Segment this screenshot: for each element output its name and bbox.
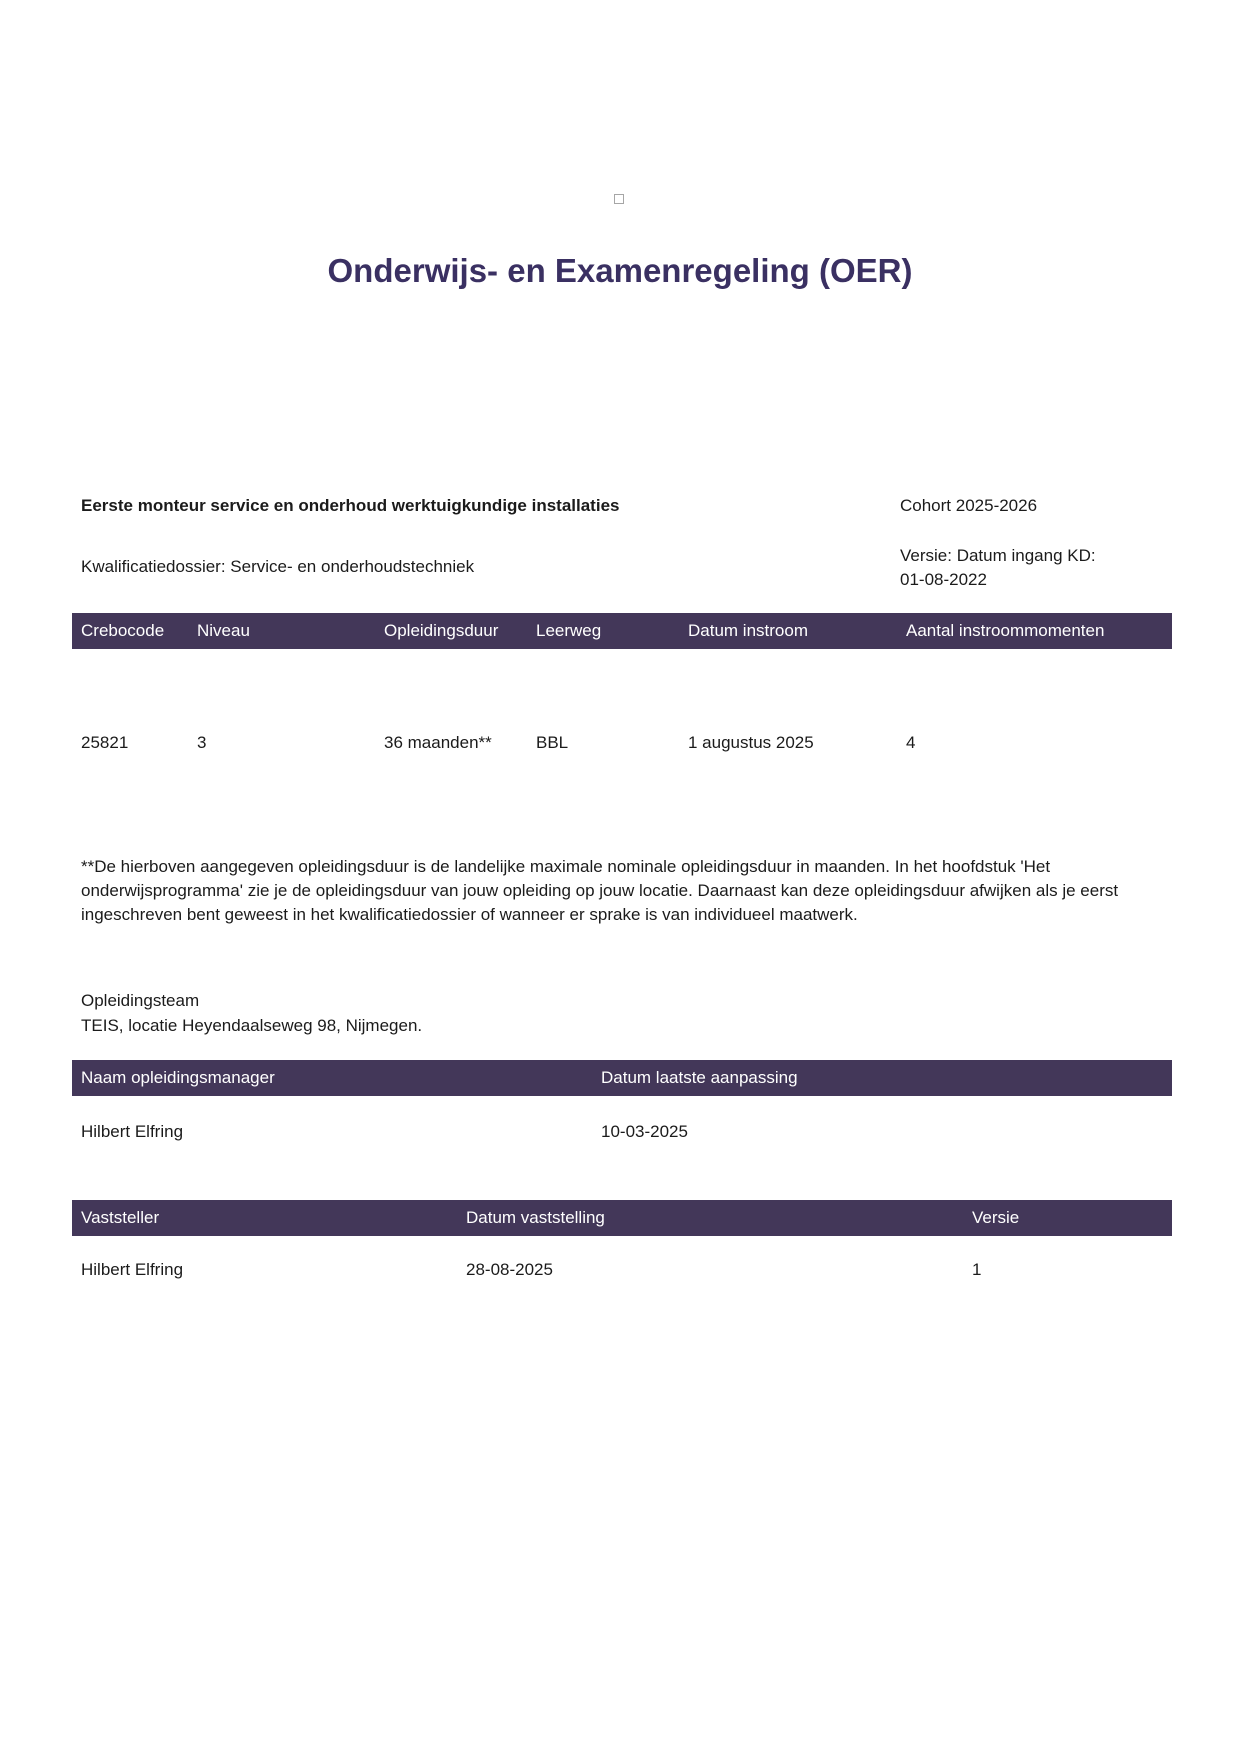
duration-footnote: **De hierboven aangegeven opleidingsduur is de landelijke maximale nominale opleidingsduur in maanden. In het hoofdstuk 'Het onderwijsprogramma' zie je de opleidingsduur van jouw opleiding op jouw locatie. Daarnaast kan deze opleidingsduur afwijken als je eerst ingeschreven bent geweest in het kwalificatiedossier of wanneer er sprake is van individueel maatwerk. (81, 857, 1119, 924)
cell-datum-laatste-aanpassing: 10-03-2025 (601, 1122, 688, 1141)
header-cell-opleidingsduur: Opleidingsduur (384, 621, 499, 640)
missing-image-icon (614, 194, 624, 204)
qualification-label: Kwalificatiedossier: Service- en onderhoudstechniek (81, 557, 475, 576)
team-block (81, 988, 422, 1038)
version-kd-label: Versie: Datum ingang KD: (900, 546, 1096, 565)
header-cell-datum-laatste-aanpassing: Datum laatste aanpassing (601, 1068, 798, 1087)
header-cell-leerweg: Leerweg (536, 621, 602, 640)
team-location: TEIS, locatie Heyendaalseweg 98, Nijmegen. (81, 1016, 423, 1035)
cell-versie: 1 (972, 1260, 982, 1279)
cell-opleidingsmanager-naam: Hilbert Elfring (81, 1122, 184, 1141)
program-name: Eerste monteur service en onderhoud werktuigkundige installaties (81, 496, 620, 515)
header-cell-vaststeller: Vaststeller (81, 1208, 160, 1227)
program-table-row (72, 733, 1172, 753)
manager-table-row (72, 1122, 1172, 1142)
cell-opleidingsduur: 36 maanden** (384, 733, 492, 752)
cohort-label: Cohort 2025-2026 (900, 496, 1038, 515)
approval-table-row (72, 1260, 1172, 1280)
cell-datum-instroom: 1 augustus 2025 (688, 733, 814, 752)
approval-table-header (72, 1200, 1172, 1236)
header-cell-datum-instroom: Datum instroom (688, 621, 808, 640)
manager-table-header (72, 1060, 1172, 1096)
version-kd-date: 01-08-2022 (900, 570, 987, 589)
document-title: Onderwijs- en Examenregeling (OER) (327, 252, 913, 289)
cell-crebocode: 25821 (81, 733, 129, 752)
cell-leerweg: BBL (536, 733, 569, 752)
header-cell-crebocode: Crebocode (81, 621, 165, 640)
header-cell-niveau: Niveau (197, 621, 250, 640)
header-cell-naam-opleidingsmanager: Naam opleidingsmanager (81, 1068, 275, 1087)
cell-niveau: 3 (197, 733, 207, 752)
header-cell-instroommomenten: Aantal instroommomenten (906, 621, 1105, 640)
program-table-header (72, 613, 1172, 649)
team-heading: Opleidingsteam (81, 991, 200, 1010)
header-cell-datum-vaststelling: Datum vaststelling (466, 1208, 605, 1227)
cell-instroommomenten: 4 (906, 733, 916, 752)
version-kd-block (900, 544, 1096, 592)
cell-vaststeller-naam: Hilbert Elfring (81, 1260, 184, 1279)
header-cell-versie: Versie (972, 1208, 1020, 1227)
cell-datum-vaststelling: 28-08-2025 (466, 1260, 553, 1279)
